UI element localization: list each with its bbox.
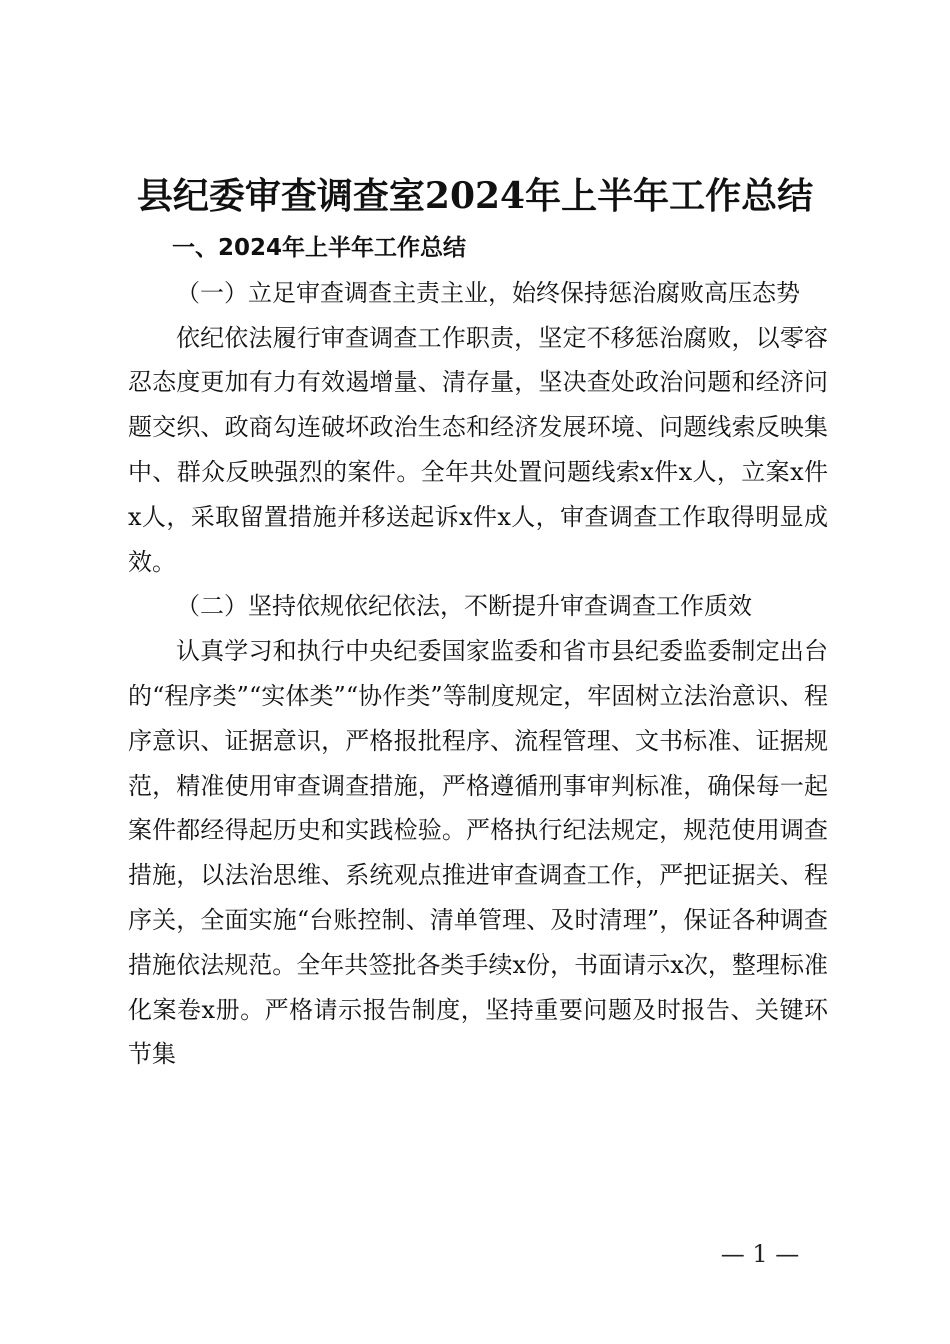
heading-level-1: 一、2024年上半年工作总结: [172, 235, 467, 261]
section-2-heading: （二）坚持依规依纪依法，不断提升审查调查工作质效: [176, 592, 752, 621]
section-1-heading: （一）立足审查调查主责主业，始终保持惩治腐败高压态势: [176, 278, 800, 307]
page-number: — 1 —: [720, 1240, 800, 1268]
document-body: [128, 226, 828, 1077]
document-title: 县纪委审查调查室2024年上半年工作总结: [136, 175, 814, 217]
section-2-paragraph: 认真学习和执行中央纪委国家监委和省市县纪委监委制定出台的“程序类”“实体类”“协作类”等制度规定，牢固树立法治意识、程序意识、证据意识，严格报批程序、流程管理、文书标准、证据规范，精准使用审查调查措施，严格遵循刑事审判标准，确保每一起案件都经得起历史和实践检验。严格执行纪法规定，规范使用调查措施，以法治思维、系统观点推进审查调查工作，严把证据关、程序关，全面实施“台账控制、清单管理、及时清理”，保证各种调查措施依法规范。全年共签批各类手续x份，书面请示x次，整理标准化案卷x册。严格请示报告制度，坚持重要问题及时报告、关键环节集: [128, 637, 828, 1069]
section-1-paragraph: 依纪依法履行审查调查工作职责，坚定不移惩治腐败，以零容忍态度更加有力有效遏增量、清存量，坚决查处政治问题和经济问题交织、政商勾连破坏政治生态和经济发展环境、问题线索反映集中、群众反映强烈的案件。全年共处置问题线索x件x人，立案x件x人，采取留置措施并移送起诉x件x人，审查调查工作取得明显成效。: [128, 323, 828, 576]
